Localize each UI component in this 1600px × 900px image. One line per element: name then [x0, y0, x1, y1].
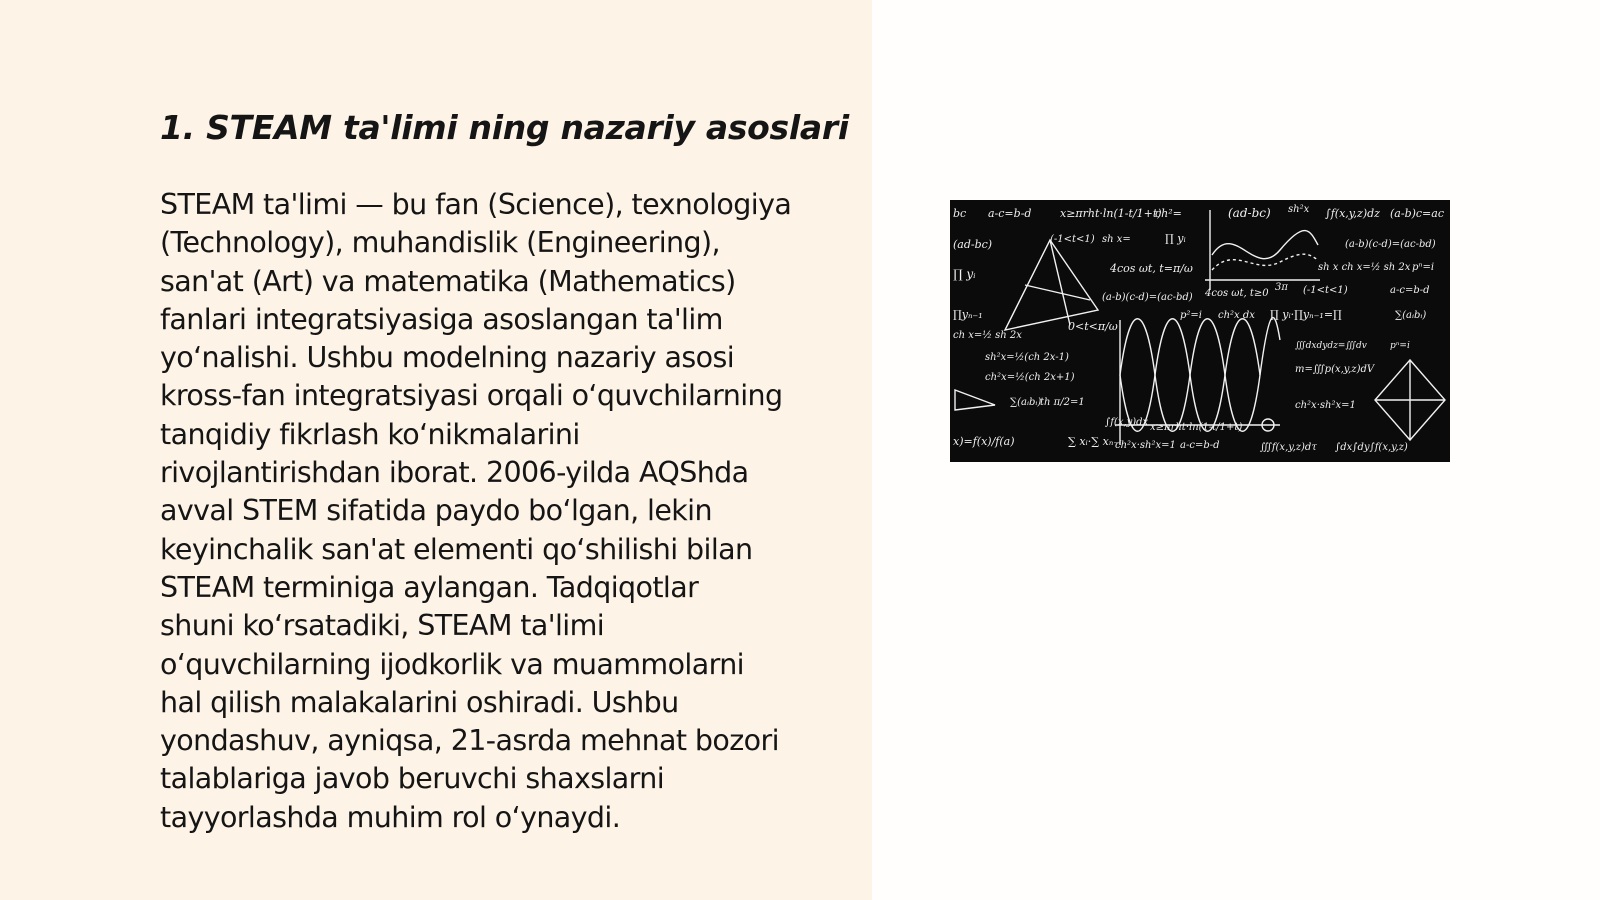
slide-body-paragraph — [160, 186, 850, 837]
formula-text: ∫f(x,y,z)dz — [1325, 207, 1380, 220]
formula-text: a-c=b-d — [1180, 440, 1220, 451]
formula-text: ch²x·sh²x=1 — [1295, 400, 1356, 411]
body-text-line: talablariga javob beruvchi shaxslarni — [160, 762, 665, 796]
formula-text: a-c=b-d — [988, 207, 1032, 220]
formula-text: x)=f(x)/f(a) — [953, 435, 1015, 448]
formula-text: ∑(aᵢbᵢ) — [1010, 397, 1042, 408]
body-text-line: rivojlantirishdan iborat. 2006-yilda AQShda — [160, 456, 749, 490]
formula-text: ch²= — [1155, 207, 1182, 220]
body-text-line: STEAM terminiga aylangan. Tadqiqotlar — [160, 570, 699, 604]
body-text-line: tanqidiy fikrlash ko‘nikmalarini — [160, 417, 580, 451]
formula-text: sh²x=½(ch 2x-1) — [985, 352, 1069, 363]
formula-text: pⁿ=i — [1412, 262, 1435, 273]
body-text-line: keyinchalik san'at elementi qo‘shilishi bilan — [160, 532, 753, 566]
formula-text: a-c=b-d — [1390, 285, 1430, 296]
formula-text: ∏ yᵢ·∏yₙ₋₁=∏ — [1270, 308, 1342, 321]
math-formulas-image — [950, 200, 1450, 462]
formula-text: ∑ xᵢ·∑ xₙ₋ᵢ — [1068, 435, 1122, 448]
formula-text: x≥πrht·ln(1-t/1+t) — [1060, 207, 1162, 220]
formula-text: sh x ch x=½ sh 2x — [1318, 262, 1411, 273]
formula-text: m=∭p(x,y,z)dV — [1295, 364, 1375, 375]
formula-text: ∭f(x,y,z)dτ — [1260, 442, 1317, 453]
formula-text: ch²x·sh²x=1 — [1115, 440, 1176, 451]
slide-title: 1. STEAM ta'limi ning nazariy asoslari — [160, 108, 849, 147]
body-text-line: tayyorlashda muhim rol o‘ynaydi. — [160, 800, 621, 834]
formula-text: 0<t<π/ω — [1068, 320, 1118, 333]
body-text-line: san'at (Art) va matematika (Mathematics) — [160, 264, 736, 298]
formula-text: ∑(aᵢbᵢ) — [1395, 310, 1427, 321]
formula-text: (a-b)(c-d)=(ac-bd) — [1345, 239, 1436, 250]
formula-text: ∏yₙ₋₁ — [953, 308, 983, 321]
formula-text: (ad-bc) — [953, 238, 993, 251]
formula-text: (-1<t<1) — [1050, 234, 1095, 245]
formula-text: bc — [953, 207, 967, 220]
body-text-line: o‘quvchilarning ijodkorlik va muammolarni — [160, 647, 744, 681]
body-text-line: yondashuv, ayniqsa, 21-asrda mehnat bozori — [160, 724, 779, 758]
body-text-line: avval STEM sifatida paydo bo‘lgan, lekin — [160, 494, 712, 528]
formula-text: ∭dxdydz=∭dv — [1295, 341, 1367, 351]
formula-text: (-1<t<1) — [1303, 285, 1348, 296]
body-text-line: fanlari integratsiyasiga asoslangan ta'lim — [160, 302, 723, 336]
body-text-line: hal qilish malakalarini oshiradi. Ushbu — [160, 685, 679, 719]
formula-text: ∏ yᵢ — [953, 267, 976, 281]
body-text-line: (Technology), muhandislik (Engineering), — [160, 226, 720, 260]
math-formulas-chalkboard-icon — [950, 200, 1450, 462]
formula-text: p²=i — [1180, 310, 1202, 321]
formula-text: (a-b)(c-d)=(ac-bd) — [1102, 292, 1193, 303]
formula-text: ch²x dx — [1218, 310, 1255, 321]
formula-text: (a-b)c=ac — [1390, 207, 1444, 220]
formula-text: (ad-bc) — [1228, 206, 1271, 220]
body-text-line: shuni ko‘rsatadiki, STEAM ta'limi — [160, 609, 605, 643]
formula-text: th π/2=1 — [1040, 397, 1085, 408]
body-text-line: STEAM ta'limi — bu fan (Science), texnologiya — [160, 188, 792, 221]
formula-text: ∫dx∫dy∫f(x,y,z) — [1335, 442, 1408, 453]
formula-text: x≥πrht·ln(1-t/1+t) — [1150, 422, 1243, 433]
body-text-line: yo‘nalishi. Ushbu modelning nazariy asosi — [160, 341, 735, 375]
formula-text: 4cos ωt, t=π/ω — [1110, 262, 1193, 275]
formula-text: sh x= — [1102, 234, 1131, 245]
body-text-line: kross-fan integratsiyasi orqali o‘quvchilarning — [160, 379, 783, 413]
formula-text: ch²x=½(ch 2x+1) — [985, 372, 1075, 383]
formula-text: 4cos ωt, t≥0 — [1205, 288, 1269, 299]
formula-text: ∫f(x,y)dx — [1105, 417, 1149, 428]
formula-text: 3π — [1275, 282, 1288, 293]
formula-text: ch x=½ sh 2x — [953, 330, 1022, 341]
formula-text: pⁿ=i — [1390, 341, 1410, 351]
formula-text: ∏ yᵢ — [1165, 232, 1186, 245]
formula-text: sh²x — [1288, 204, 1310, 215]
